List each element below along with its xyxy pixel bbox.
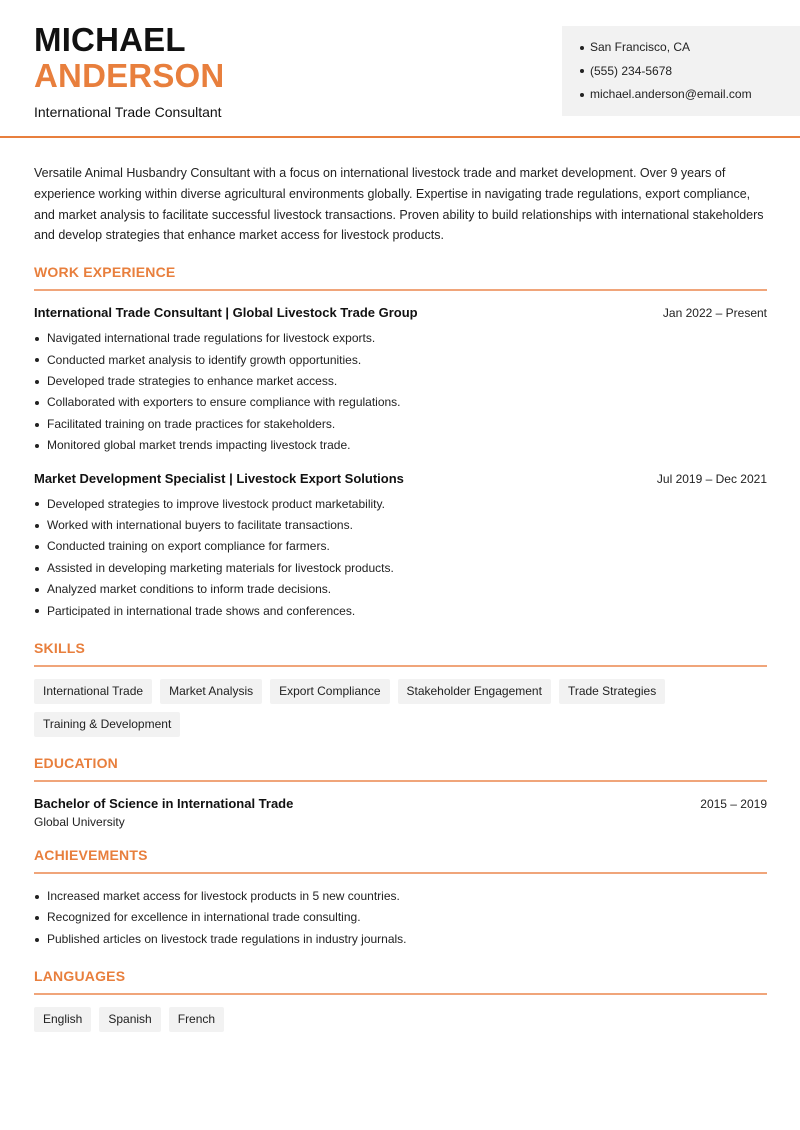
job-bullets bbox=[34, 328, 767, 456]
list-item bbox=[34, 929, 767, 950]
list-item-text: Navigated international trade regulations for livestock exports. bbox=[47, 331, 376, 346]
list-item-text: Analyzed market conditions to inform trade decisions. bbox=[47, 582, 332, 597]
job-entry bbox=[34, 471, 767, 622]
list-item bbox=[34, 328, 767, 349]
bullet-dot-icon bbox=[35, 401, 39, 405]
list-item-text: Conducted market analysis to identify growth opportunities. bbox=[47, 352, 362, 367]
list-item bbox=[34, 886, 767, 907]
bullet-dot-icon bbox=[35, 895, 39, 899]
bullet-dot-icon bbox=[35, 545, 39, 549]
list-item bbox=[34, 414, 767, 435]
languages-section bbox=[34, 968, 767, 1032]
list-item bbox=[34, 435, 767, 456]
list-item-text: Increased market access for livestock products in 5 new countries. bbox=[47, 889, 400, 904]
job-title: Market Development Specialist | Livestock Export Solutions bbox=[34, 470, 404, 486]
list-item-text: Facilitated training on trade practices for stakeholders. bbox=[47, 416, 336, 431]
bullet-dot-icon bbox=[35, 358, 39, 362]
list-item bbox=[34, 515, 767, 536]
last-name: ANDERSON bbox=[34, 57, 225, 94]
job-header bbox=[34, 471, 767, 486]
contact-phone-text: (555) 234-5678 bbox=[590, 63, 673, 78]
education-entry bbox=[34, 796, 767, 829]
list-item-text: Worked with international buyers to facilitate transactions. bbox=[47, 518, 353, 533]
bullet-dot-icon bbox=[35, 423, 39, 427]
list-item bbox=[34, 536, 767, 557]
section-title-education: EDUCATION bbox=[34, 755, 767, 782]
job-title: International Trade Consultant | Global Livestock Trade Group bbox=[34, 305, 418, 321]
bullet-dot-icon bbox=[580, 69, 584, 73]
work-experience-section bbox=[34, 264, 767, 622]
language-chip: English bbox=[34, 1007, 91, 1032]
list-item bbox=[34, 494, 767, 515]
list-item bbox=[34, 392, 767, 413]
education-date: 2015 – 2019 bbox=[700, 797, 767, 812]
skill-chip: International Trade bbox=[34, 679, 152, 704]
contact-email bbox=[580, 83, 800, 107]
bullet-dot-icon bbox=[35, 380, 39, 384]
list-item-text: Conducted training on export compliance for farmers. bbox=[47, 539, 330, 554]
job-header bbox=[34, 305, 767, 320]
school-name: Global University bbox=[34, 815, 125, 830]
language-chip: French bbox=[169, 1007, 224, 1032]
skill-chip: Trade Strategies bbox=[559, 679, 665, 704]
list-item bbox=[34, 350, 767, 371]
contact-box bbox=[562, 26, 800, 116]
bullet-dot-icon bbox=[580, 93, 584, 97]
contact-email-text: michael.anderson@email.com bbox=[590, 87, 752, 101]
achievements-list bbox=[34, 886, 767, 950]
job-date: Jul 2019 – Dec 2021 bbox=[656, 471, 767, 486]
list-item-text: Developed strategies to improve livestock product marketability. bbox=[47, 496, 385, 511]
job-entry bbox=[34, 305, 767, 456]
resume-content bbox=[34, 163, 767, 1032]
bullet-dot-icon bbox=[35, 916, 39, 920]
language-chip: Spanish bbox=[99, 1007, 160, 1032]
list-item-text: Assisted in developing marketing materials for livestock products. bbox=[47, 560, 394, 575]
list-item-text: Published articles on livestock trade regulations in industry journals. bbox=[47, 931, 407, 946]
skill-chip: Training & Development bbox=[34, 712, 180, 737]
bullet-dot-icon bbox=[35, 502, 39, 506]
language-chips bbox=[34, 1007, 767, 1032]
bullet-dot-icon bbox=[35, 337, 39, 341]
skills-chips bbox=[34, 679, 767, 737]
contact-location bbox=[580, 36, 800, 60]
list-item bbox=[34, 907, 767, 928]
list-item bbox=[34, 558, 767, 579]
skill-chip: Export Compliance bbox=[270, 679, 389, 704]
bullet-dot-icon bbox=[35, 567, 39, 571]
list-item bbox=[34, 601, 767, 622]
degree-title: Bachelor of Science in International Trade bbox=[34, 796, 294, 812]
bullet-dot-icon bbox=[580, 46, 584, 50]
contact-location-text: San Francisco, CA bbox=[590, 40, 691, 54]
list-item bbox=[34, 579, 767, 600]
list-item-text: Collaborated with exporters to ensure compliance with regulations. bbox=[47, 395, 401, 410]
contact-list bbox=[562, 26, 800, 107]
bullet-dot-icon bbox=[35, 588, 39, 592]
list-item-text: Monitored global market trends impacting livestock trade. bbox=[47, 438, 351, 453]
job-date: Jan 2022 – Present bbox=[662, 306, 767, 321]
summary: Versatile Animal Husbandry Consultant with a focus on international livestock trade and market development. Over 9 years of experience working within diverse agricultural environments globally. Expertise in navigating trade regulations, export compliance, and market analysis to facilitate successful livestock transactions. Proven ability to build relationships with international stakeholders and develop strategies that enhance market access for livestock products. bbox=[34, 166, 764, 243]
section-title-languages: LANGUAGES bbox=[34, 968, 767, 995]
list-item bbox=[34, 371, 767, 392]
list-item-text: Developed trade strategies to enhance market access. bbox=[47, 374, 338, 388]
bullet-dot-icon bbox=[35, 938, 39, 942]
first-name: MICHAEL bbox=[34, 21, 186, 58]
bullet-dot-icon bbox=[35, 524, 39, 528]
bullet-dot-icon bbox=[35, 444, 39, 448]
list-item-text: Participated in international trade shows and conferences. bbox=[47, 603, 356, 618]
skill-chip: Market Analysis bbox=[160, 679, 262, 704]
resume-header bbox=[0, 0, 800, 138]
name-block bbox=[34, 22, 224, 120]
section-title-skills: SKILLS bbox=[34, 640, 767, 667]
list-item-text: Recognized for excellence in international trade consulting. bbox=[47, 910, 361, 925]
education-section bbox=[34, 755, 767, 829]
job-bullets bbox=[34, 494, 767, 622]
skills-section bbox=[34, 640, 767, 737]
education-header bbox=[34, 796, 767, 811]
achievements-section bbox=[34, 847, 767, 950]
job-title: International Trade Consultant bbox=[34, 104, 222, 120]
skill-chip: Stakeholder Engagement bbox=[398, 679, 551, 704]
bullet-dot-icon bbox=[35, 609, 39, 613]
section-title-achievements: ACHIEVEMENTS bbox=[34, 847, 767, 874]
section-title-work: WORK EXPERIENCE bbox=[34, 264, 767, 291]
contact-phone bbox=[580, 60, 800, 84]
